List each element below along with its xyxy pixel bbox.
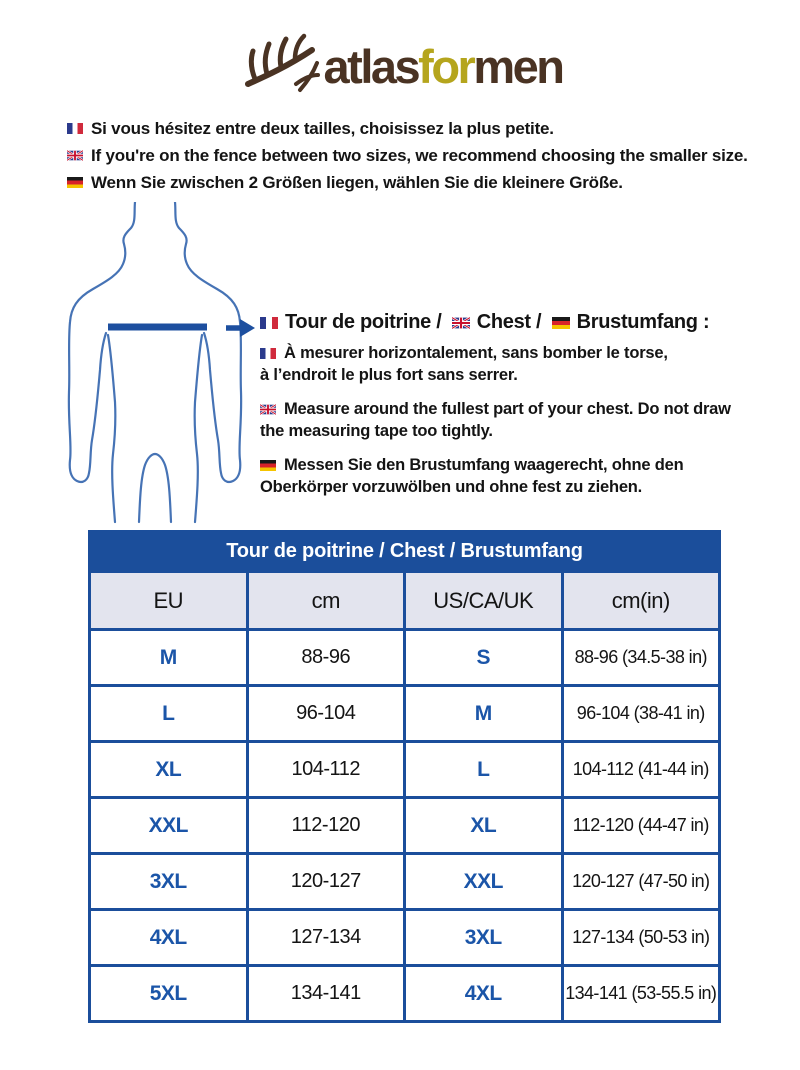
column-header-cmin: cm(in) <box>562 572 720 630</box>
france-flag-icon <box>260 348 276 359</box>
cm-range-cell: 120-127 <box>247 854 405 910</box>
eu-size-cell: 4XL <box>90 910 248 966</box>
advice-text-de: Wenn Sie zwischen 2 Größen liegen, wählen Sie die kleinere Größe. <box>91 172 623 192</box>
size-chart-table <box>88 530 721 1023</box>
cm-in-range-cell: 104-112 (41-44 in) <box>562 742 720 798</box>
eu-size-cell: 5XL <box>90 966 248 1022</box>
measure-text-de <box>260 455 750 498</box>
us-size-cell: M <box>405 686 563 742</box>
brand-word-atlas: atlas <box>323 39 419 93</box>
chest-arrow-icon <box>224 317 256 339</box>
uk-flag-icon <box>67 150 83 161</box>
cm-in-range-cell: 112-120 (44-47 in) <box>562 798 720 854</box>
size-table-row <box>90 630 720 686</box>
cm-in-range-cell: 88-96 (34.5-38 in) <box>562 630 720 686</box>
france-flag-icon <box>260 317 278 329</box>
eu-size-cell: L <box>90 686 248 742</box>
us-size-cell: 3XL <box>405 910 563 966</box>
measure-text-de-line1: Messen Sie den Brustumfang waagerecht, ohne den <box>284 456 684 474</box>
germany-flag-icon <box>552 317 570 329</box>
cm-in-range-cell: 120-127 (47-50 in) <box>562 854 720 910</box>
measure-text-fr-line2: à l’endroit le plus fort sans serrer. <box>260 365 518 384</box>
cm-in-range-cell: 134-141 (53-55.5 in) <box>562 966 720 1022</box>
size-table-row <box>90 966 720 1022</box>
advice-line-de <box>67 169 748 196</box>
measure-heading <box>260 311 750 334</box>
measure-text-fr-line1: À mesurer horizontalement, sans bomber le torse, <box>284 344 668 362</box>
measure-text-en-line1: Measure around the fullest part of your chest. Do not draw <box>284 400 731 418</box>
us-size-cell: 4XL <box>405 966 563 1022</box>
france-flag-icon <box>67 123 83 134</box>
germany-flag-icon <box>67 177 83 188</box>
advice-text-en: If you're on the fence between two sizes, we recommend choosing the smaller size. <box>91 145 748 165</box>
advice-text-fr: Si vous hésitez entre deux tailles, choisissez la plus petite. <box>91 118 554 138</box>
size-table-row <box>90 798 720 854</box>
us-size-cell: L <box>405 742 563 798</box>
germany-flag-icon <box>260 460 276 471</box>
measure-instructions <box>260 311 750 511</box>
measure-heading-en: Chest / <box>476 311 542 333</box>
cm-in-range-cell: 96-104 (38-41 in) <box>562 686 720 742</box>
column-header-eu: EU <box>90 572 248 630</box>
measure-heading-de: Brustumfang : <box>576 311 710 333</box>
eu-size-cell: XL <box>90 742 248 798</box>
cm-range-cell: 96-104 <box>247 686 405 742</box>
cm-range-cell: 112-120 <box>247 798 405 854</box>
uk-flag-icon <box>260 404 276 415</box>
antler-icon <box>238 30 322 98</box>
brand-name <box>323 39 563 93</box>
measure-heading-fr: Tour de poitrine / <box>285 311 442 333</box>
brand-word-men: men <box>473 39 563 93</box>
cm-range-cell: 127-134 <box>247 910 405 966</box>
brand-word-for: for <box>418 39 474 93</box>
cm-range-cell: 104-112 <box>247 742 405 798</box>
size-table-row <box>90 742 720 798</box>
table-header-row <box>90 572 720 630</box>
us-size-cell: S <box>405 630 563 686</box>
size-table-row <box>90 854 720 910</box>
cm-range-cell: 134-141 <box>247 966 405 1022</box>
column-header-cm: cm <box>247 572 405 630</box>
eu-size-cell: M <box>90 630 248 686</box>
measure-text-en <box>260 399 750 442</box>
size-table-row <box>90 686 720 742</box>
advice-line-en <box>67 142 748 169</box>
uk-flag-icon <box>452 317 470 329</box>
us-size-cell: XL <box>405 798 563 854</box>
table-title-row <box>90 532 720 572</box>
size-advice-block <box>67 115 748 196</box>
cm-in-range-cell: 127-134 (50-53 in) <box>562 910 720 966</box>
us-size-cell: XXL <box>405 854 563 910</box>
brand-logo <box>0 34 800 98</box>
measure-text-en-line2: the measuring tape too tightly. <box>260 421 493 440</box>
table-title: Tour de poitrine / Chest / Brustumfang <box>90 532 720 572</box>
measure-text-de-line2: Oberkörper vorzuwölben und ohne fest zu ziehen. <box>260 477 643 496</box>
advice-line-fr <box>67 115 748 142</box>
column-header-uscauk: US/CA/UK <box>405 572 563 630</box>
measure-text-fr <box>260 343 750 386</box>
eu-size-cell: 3XL <box>90 854 248 910</box>
size-table-row <box>90 910 720 966</box>
eu-size-cell: XXL <box>90 798 248 854</box>
cm-range-cell: 88-96 <box>247 630 405 686</box>
